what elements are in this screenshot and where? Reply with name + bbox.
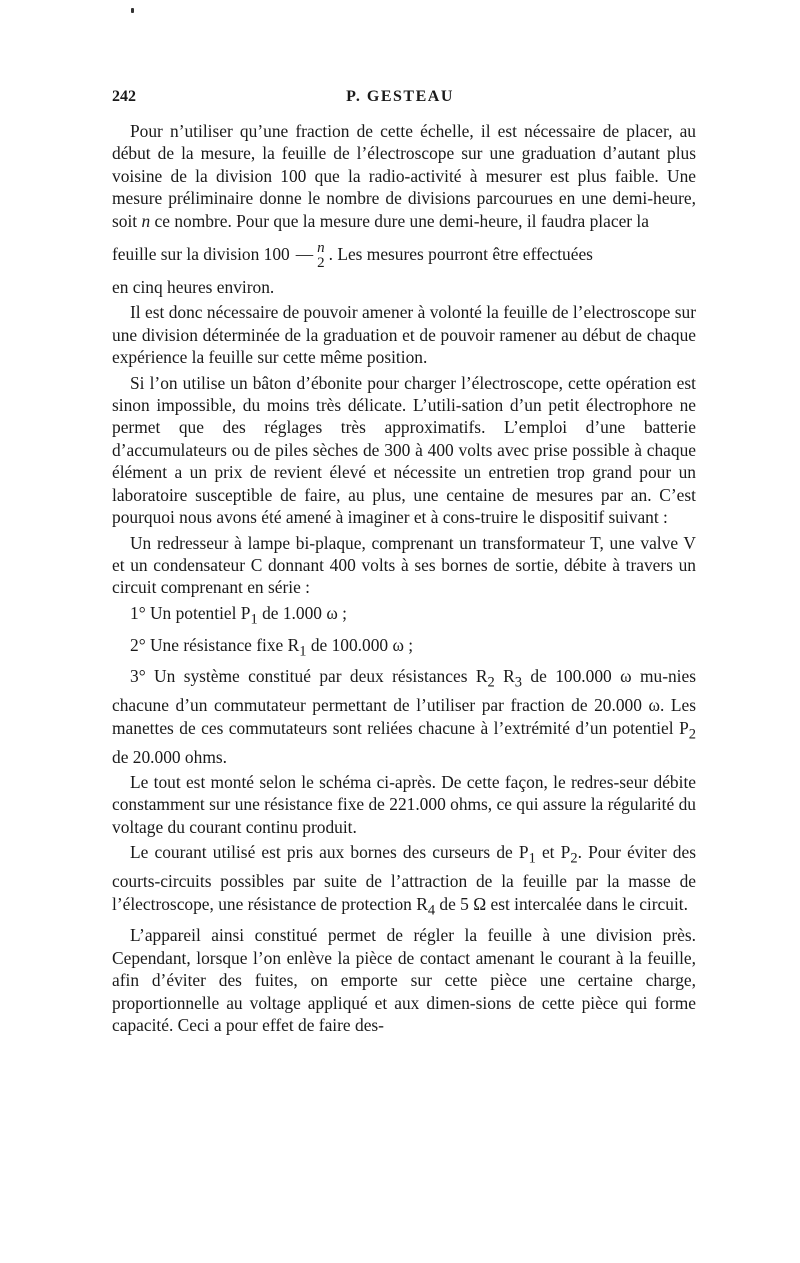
fraction-n-over-2: n 2	[317, 240, 325, 272]
running-head: P. GESTEAU	[346, 88, 454, 105]
paragraph-7: L’appareil ainsi constitué permet de régler la feuille à une division près. Cependant, lorsque l’on enlève la pièce de contact amenant le courant à la feuille, afin d’éviter des fuites, on emporte sur cette pièce une certaine charge, proportionnelle au voltage appliqué et aux dimen-sions de cette pièce qui forme capacité. Ceci a pour effet de faire des-	[112, 925, 696, 1036]
body-text	[112, 120, 696, 1036]
list-item-3: 3° Un système constitué par deux résistances $R_2$ $R_3$ de 100.000 ω mu-nies chacune d’un commutateur permettant de l’utiliser par fraction de 20.000 ω. Les manettes de ces commutateurs sont reliées chacune à l’extrémité d’un potentiel $P_2$ de 20.000 ohms.	[112, 666, 696, 767]
paragraph-1-formula-line: feuille sur la division 100 — n 2 . Les mesures pourront être effectuées	[112, 235, 696, 273]
paragraph-4: Un redresseur à lampe bi-plaque, comprenant un transformateur T, une valve V et un condensateur C donnant 400 volts à ses bornes de sortie, débite à travers un circuit comprenant en série :	[112, 532, 696, 598]
page-header	[112, 88, 688, 112]
paragraph-5: Le tout est monté selon le schéma ci-après. De cette façon, le redres-seur débite constamment sur une résistance fixe de 221.000 ohms, ce qui assure la régularité du voltage du courant continu produit.	[112, 772, 696, 837]
paragraph-1: Pour n’utiliser qu’une fraction de cette échelle, il est nécessaire de placer, au début de la mesure, la feuille de l’électroscope sur une graduation d’autant plus voisine de la division 100 que la radio-activité à mesurer est plus faible. Une mesure préliminaire donne le nombre de divisions parcourues en une demi-heure, soit n ce nombre. Pour que la mesure dure une demi-heure, il faudra placer la	[112, 121, 696, 231]
list-item-2: 2° Une résistance fixe $R_1$ de 100.000 ω ;	[130, 634, 414, 660]
formula-dash: —	[295, 244, 314, 265]
paragraph-1-end: en cinq heures environ.	[112, 277, 275, 298]
paragraph-2: Il est donc nécessaire de pouvoir amener à volonté la feuille de l’electroscope sur une division déterminée de la graduation et de pouvoir ramener au début de chaque expérience la feuille sur cette même position.	[112, 302, 696, 368]
page-number: 242	[112, 88, 136, 105]
paragraph-6: Le courant utilisé est pris aux bornes des curseurs de $P_1$ et $P_2$. Pour éviter des courts-circuits possibles par suite de l’attraction de la feuille par la masse de l’électroscope, une résistance de protection $R_4$ de 5 Ω est intercalée dans le circuit.	[112, 842, 696, 918]
ink-speck	[131, 8, 134, 13]
list-item-1: 1° Un potentiel $P_1$ de 1.000 ω ;	[130, 602, 347, 628]
paragraph-3: Si l’on utilise un bâton d’ébonite pour charger l’électroscope, cette opération est sinon impossible, du moins très délicate. L’utili-sation d’un petit électrophore ne permet que des réglages très approximatifs. L’emploi d’une batterie d’accumulateurs ou de piles sèches de 300 à 400 volts avec prise possible à chaque élément a un prix de revient élevé et nécessite un entretien trop grand pour un laboratoire susceptible de faire, au plus, une centaine de mesures par an. C’est pourquoi nous avons été amené à imaginer et à cons-truire le dispositif suivant :	[112, 372, 696, 528]
